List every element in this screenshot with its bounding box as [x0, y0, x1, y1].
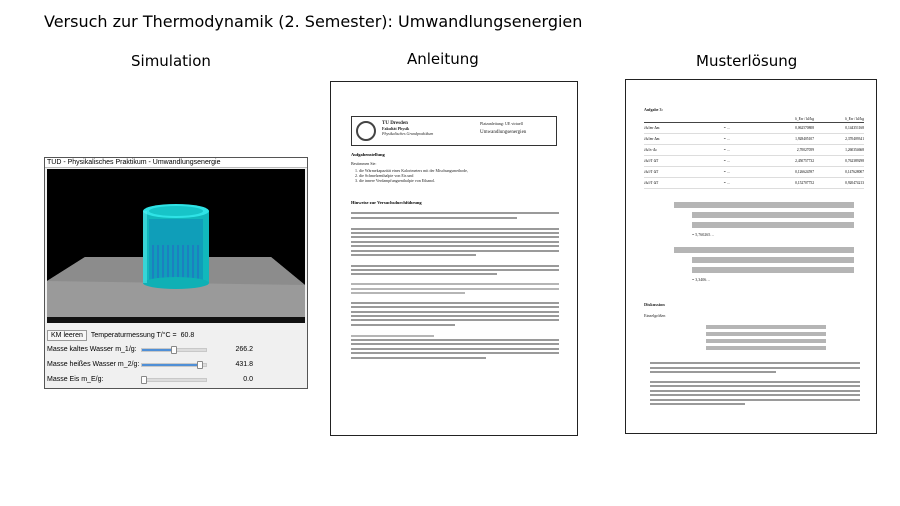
measurement-row: [47, 330, 194, 341]
temperature-label: Temperaturmessung T/°C =: [90, 332, 177, 339]
table-cell: 0,920474213: [845, 181, 864, 185]
window-title: TUD - Physikalisches Praktikum - Umwandlungsenergie: [45, 158, 307, 168]
slider-label: Masse kaltes Wasser m_1/g:: [47, 346, 137, 353]
slider-thumb[interactable]: [141, 376, 147, 384]
course-name: Umwandlungsenergien: [480, 130, 527, 135]
ice-mass-slider[interactable]: [141, 378, 207, 382]
table-cell: 0,152707752: [795, 181, 814, 185]
task-item: 3. die innere Verdampfungsenthalpie von Ethanol.: [355, 178, 436, 183]
course-label: Platzanleitung: UE virtuell: [480, 121, 523, 126]
lab-subtitle: Physikalisches Grundpraktikum: [382, 131, 434, 136]
table-row: ∂h/∂c·Δc = … 2,70027059 1,260354668: [644, 145, 864, 156]
task-item: 1. die Wärmekapazität eines Kalorimeters mit der Mischungsmethode,: [355, 168, 468, 173]
table-row: ∂h/∂m·Δm = … 1,928405107 2,370409341: [644, 134, 864, 145]
university-name: TU Dresden: [382, 121, 408, 126]
column-heading-anleitung: Anleitung: [407, 50, 479, 68]
intro-text: Bestimmen Sie:: [351, 161, 377, 166]
tu-dresden-logo-icon: [356, 121, 376, 141]
slider-value: 0.0: [243, 376, 253, 383]
column-heading-simulation: Simulation: [131, 52, 211, 70]
slider-thumb[interactable]: [197, 361, 203, 369]
sub-heading: Einzelgrößen: [644, 313, 666, 318]
discussion-text-block: [650, 360, 860, 407]
table-row: ∂h/∂T·ΔT = … 0,126624597 0,147628007: [644, 167, 864, 178]
faculty-name: Fakultät Physik: [382, 126, 410, 131]
slider-row-ice: [47, 376, 253, 383]
table-header-cell: δ_Ew / kJ/kg: [845, 117, 864, 121]
table-cell: 1,928405107: [795, 137, 814, 141]
slider-value: 266.2: [235, 346, 253, 353]
simulation-window: [44, 157, 308, 389]
result-value: = 5,760265…: [692, 232, 715, 237]
anleitung-page-preview: [330, 81, 578, 436]
section-heading: Aufgabenstellung: [351, 152, 385, 157]
slider-value: 431.8: [235, 361, 253, 368]
table-cell: 1,260354668: [845, 148, 864, 152]
slide-title: Versuch zur Thermodynamik (2. Semester): Umwandlungsenergien: [44, 12, 583, 31]
task-item: 2. die Schmelzenthalpie von Eis und: [355, 173, 414, 178]
cold-water-mass-slider[interactable]: [141, 348, 207, 352]
slider-label: Masse heißes Wasser m_2/g:: [47, 361, 140, 368]
table-row: ∂h/∂T·ΔT = … 0,152707752 0,920474213: [644, 178, 864, 189]
formula-block: [674, 198, 854, 282]
temperature-value: 60.8: [180, 332, 195, 339]
3d-scene-view[interactable]: [47, 169, 305, 317]
task-heading: Aufgabe 3:: [644, 107, 663, 112]
table-cell: 2,70027059: [796, 148, 814, 152]
table-cell: 0,147628007: [845, 170, 864, 174]
slider-label: Masse Eis m_E/g:: [47, 376, 104, 383]
table-cell: 0,126624597: [795, 170, 814, 174]
slider-row-hot-water: [47, 361, 253, 368]
table-cell: 2,370409341: [845, 137, 864, 141]
table-row: ∂h/∂m·Δm = … 0,062570808 0,144351168: [644, 123, 864, 134]
result-value: = 3,3406…: [692, 277, 711, 282]
calorimeter-cylinder: [143, 204, 209, 289]
hot-water-mass-slider[interactable]: [141, 363, 207, 367]
slider-row-cold-water: [47, 346, 253, 353]
table-cell: 0,062570808: [795, 126, 814, 130]
body-text-block: [351, 210, 559, 361]
slider-thumb[interactable]: [171, 346, 177, 354]
empty-calorimeter-button[interactable]: KM leeren: [47, 330, 87, 341]
table-header-cell: δ_Ew / kJ/kg: [795, 117, 814, 121]
section-heading: Hinweise zur Versuchsdurchführung: [351, 200, 422, 205]
table-cell: 0,762389298: [845, 159, 864, 163]
column-heading-musterloesung: Musterlösung: [696, 52, 798, 70]
table-row: ∂h/∂T·ΔT = … 2,450757732 0,762389298: [644, 156, 864, 167]
scene-status-bar: [47, 317, 305, 323]
table-header-row: [644, 116, 864, 123]
error-table: [644, 116, 864, 189]
document-header: [351, 116, 557, 146]
section-heading: Diskussion: [644, 302, 665, 307]
table-cell: 0,144351168: [845, 126, 864, 130]
musterloesung-page-preview: [625, 79, 877, 434]
table-cell: 2,450757732: [795, 159, 814, 163]
formula-block: [706, 322, 826, 353]
